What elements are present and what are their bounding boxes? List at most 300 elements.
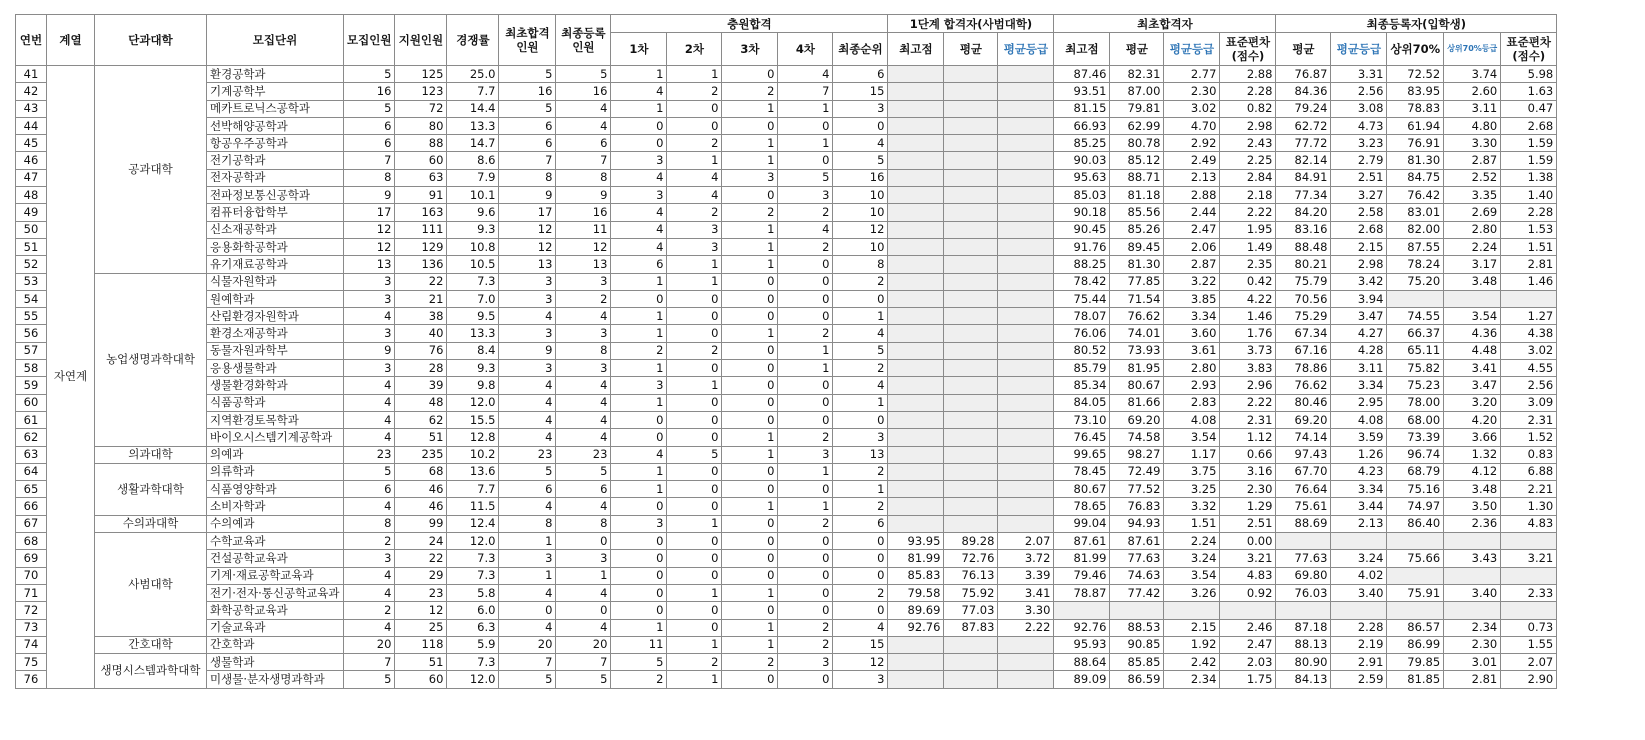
value-cell: 4: [833, 325, 888, 342]
value-cell: 4.27: [1331, 325, 1387, 342]
table-row: [16, 550, 1557, 567]
value-cell: 7.0: [447, 290, 499, 307]
value-cell: 72.76: [944, 550, 998, 567]
unit-cell: 산림환경자원학과: [207, 308, 344, 325]
value-cell: [998, 498, 1054, 515]
value-cell: 16: [344, 83, 395, 100]
value-cell: 4: [833, 135, 888, 152]
row-number-cell: 75: [16, 654, 47, 671]
value-cell: 85.12: [1110, 152, 1164, 169]
value-cell: 75.16: [1387, 481, 1444, 498]
value-cell: 75.44: [1054, 290, 1110, 307]
value-cell: 2: [833, 498, 888, 515]
row-number-cell: 55: [16, 308, 47, 325]
table-row: [16, 187, 1557, 204]
value-cell: 88.13: [1276, 636, 1331, 653]
value-cell: 0: [778, 152, 833, 169]
row-number-cell: 67: [16, 515, 47, 532]
value-cell: 3.40: [1444, 584, 1501, 601]
value-cell: 2.98: [1331, 256, 1387, 273]
value-cell: 1.17: [1164, 446, 1220, 463]
value-cell: 12.4: [447, 515, 499, 532]
value-cell: 0: [778, 567, 833, 584]
value-cell: 13: [344, 256, 395, 273]
value-cell: [888, 377, 944, 394]
header-no: 연번: [16, 15, 47, 66]
value-cell: 1: [722, 429, 778, 446]
value-cell: [888, 256, 944, 273]
value-cell: 1: [722, 619, 778, 636]
value-cell: 0: [667, 602, 722, 619]
value-cell: 12.0: [447, 671, 499, 688]
value-cell: [998, 117, 1054, 134]
value-cell: 2: [556, 290, 611, 307]
value-cell: 84.13: [1276, 671, 1331, 688]
value-cell: 4: [344, 377, 395, 394]
series-cell: 자연계: [47, 66, 95, 689]
header-final-enrollees: 최종등록자(입학생): [1276, 15, 1557, 33]
unit-cell: 전기·전자·통신공학교육과: [207, 584, 344, 601]
value-cell: 3.39: [998, 567, 1054, 584]
value-cell: 3.31: [1331, 66, 1387, 83]
value-cell: 1: [778, 342, 833, 359]
value-cell: [998, 238, 1054, 255]
value-cell: 85.26: [1110, 221, 1164, 238]
value-cell: 0: [833, 411, 888, 428]
value-cell: 98.27: [1110, 446, 1164, 463]
admission-results-table-wrap: [15, 14, 1557, 689]
table-row: [16, 117, 1557, 134]
table-row: [16, 135, 1557, 152]
value-cell: 0: [778, 394, 833, 411]
value-cell: 2.33: [1501, 584, 1557, 601]
value-cell: 7: [556, 152, 611, 169]
value-cell: 2.87: [1164, 256, 1220, 273]
value-cell: 13: [499, 256, 556, 273]
value-cell: 12: [499, 221, 556, 238]
value-cell: 13.6: [447, 463, 499, 480]
header-e-avg: 평균: [1276, 33, 1331, 66]
unit-cell: 전자공학과: [207, 169, 344, 186]
value-cell: 13.3: [447, 325, 499, 342]
value-cell: 0: [833, 550, 888, 567]
value-cell: 99: [395, 515, 447, 532]
table-row: [16, 238, 1557, 255]
header-wl1: 1차: [611, 33, 667, 66]
value-cell: [998, 446, 1054, 463]
value-cell: 0: [667, 533, 722, 550]
value-cell: 77.63: [1276, 550, 1331, 567]
value-cell: [998, 342, 1054, 359]
header-quota: 모집인원: [344, 15, 395, 66]
value-cell: 129: [395, 238, 447, 255]
value-cell: 4: [499, 377, 556, 394]
unit-cell: 환경소재공학과: [207, 325, 344, 342]
unit-cell: 신소재공학과: [207, 221, 344, 238]
value-cell: 0: [611, 567, 667, 584]
value-cell: 1.92: [1164, 636, 1220, 653]
value-cell: 85.79: [1054, 360, 1110, 377]
value-cell: 1: [722, 256, 778, 273]
value-cell: 7.3: [447, 654, 499, 671]
value-cell: 4: [778, 221, 833, 238]
value-cell: [998, 515, 1054, 532]
value-cell: 2.69: [1444, 204, 1501, 221]
value-cell: 60: [395, 671, 447, 688]
value-cell: 3: [667, 221, 722, 238]
value-cell: 2.30: [1444, 636, 1501, 653]
college-cell: 수의과대학: [95, 515, 207, 532]
value-cell: 3.75: [1164, 463, 1220, 480]
table-row: [16, 377, 1557, 394]
value-cell: 0: [667, 411, 722, 428]
unit-cell: 선박해양공학과: [207, 117, 344, 134]
unit-cell: 식물자원학과: [207, 273, 344, 290]
row-number-cell: 66: [16, 498, 47, 515]
value-cell: 1: [722, 100, 778, 117]
value-cell: [998, 308, 1054, 325]
value-cell: 7.7: [447, 83, 499, 100]
value-cell: 99.65: [1054, 446, 1110, 463]
value-cell: 3.32: [1164, 498, 1220, 515]
value-cell: 0: [556, 533, 611, 550]
value-cell: 4.23: [1331, 463, 1387, 480]
value-cell: 6: [499, 481, 556, 498]
value-cell: 1.53: [1501, 221, 1557, 238]
value-cell: 6: [344, 481, 395, 498]
value-cell: 1: [667, 671, 722, 688]
value-cell: 2.98: [1220, 117, 1276, 134]
value-cell: 92.76: [1054, 619, 1110, 636]
value-cell: 8: [833, 256, 888, 273]
unit-cell: 수학교육과: [207, 533, 344, 550]
value-cell: 2: [778, 515, 833, 532]
value-cell: 0: [611, 411, 667, 428]
value-cell: 2.81: [1444, 671, 1501, 688]
value-cell: 0: [499, 602, 556, 619]
value-cell: 5: [499, 100, 556, 117]
value-cell: 4.08: [1164, 411, 1220, 428]
value-cell: 7.7: [447, 481, 499, 498]
value-cell: 0: [667, 550, 722, 567]
value-cell: 1: [722, 636, 778, 653]
value-cell: 0: [778, 308, 833, 325]
value-cell: 60: [395, 152, 447, 169]
value-cell: 0: [722, 481, 778, 498]
value-cell: [888, 308, 944, 325]
value-cell: 12: [556, 238, 611, 255]
value-cell: 0: [667, 290, 722, 307]
value-cell: 2: [833, 463, 888, 480]
value-cell: 17: [344, 204, 395, 221]
value-cell: 0: [611, 584, 667, 601]
value-cell: 7: [344, 654, 395, 671]
value-cell: 2.68: [1501, 117, 1557, 134]
row-number-cell: 52: [16, 256, 47, 273]
value-cell: 87.61: [1054, 533, 1110, 550]
value-cell: 1: [667, 636, 722, 653]
row-number-cell: 74: [16, 636, 47, 653]
value-cell: [888, 671, 944, 688]
unit-cell: 미생물·분자생명과학과: [207, 671, 344, 688]
value-cell: 15.5: [447, 411, 499, 428]
value-cell: 111: [395, 221, 447, 238]
value-cell: 76.62: [1276, 377, 1331, 394]
value-cell: [888, 498, 944, 515]
value-cell: [888, 360, 944, 377]
header-applicants: 지원인원: [395, 15, 447, 66]
table-row: [16, 533, 1557, 550]
value-cell: 3.01: [1444, 654, 1501, 671]
value-cell: 85.56: [1110, 204, 1164, 221]
value-cell: 4: [499, 308, 556, 325]
value-cell: 0: [722, 515, 778, 532]
header-s1-avg: 평균: [944, 33, 998, 66]
value-cell: 125: [395, 66, 447, 83]
value-cell: [998, 256, 1054, 273]
value-cell: [944, 515, 998, 532]
value-cell: 4: [499, 394, 556, 411]
value-cell: [998, 100, 1054, 117]
value-cell: 4: [611, 221, 667, 238]
value-cell: 66.37: [1387, 325, 1444, 342]
value-cell: 3.83: [1220, 360, 1276, 377]
value-cell: 1: [611, 481, 667, 498]
value-cell: [944, 481, 998, 498]
value-cell: 2: [778, 325, 833, 342]
value-cell: 3.42: [1331, 273, 1387, 290]
row-number-cell: 53: [16, 273, 47, 290]
value-cell: 1.27: [1501, 308, 1557, 325]
value-cell: 4: [556, 308, 611, 325]
value-cell: 5: [499, 463, 556, 480]
value-cell: 76.91: [1387, 135, 1444, 152]
value-cell: [888, 117, 944, 134]
value-cell: 75.82: [1387, 360, 1444, 377]
value-cell: 2.15: [1164, 619, 1220, 636]
value-cell: 2.15: [1331, 238, 1387, 255]
value-cell: 2.18: [1220, 187, 1276, 204]
value-cell: 2.47: [1220, 636, 1276, 653]
value-cell: 0: [833, 290, 888, 307]
value-cell: 6.0: [447, 602, 499, 619]
value-cell: 13: [556, 256, 611, 273]
value-cell: 3: [499, 290, 556, 307]
value-cell: [998, 463, 1054, 480]
value-cell: 4: [611, 204, 667, 221]
value-cell: 1.26: [1331, 446, 1387, 463]
value-cell: 76.03: [1276, 584, 1331, 601]
value-cell: 87.61: [1110, 533, 1164, 550]
value-cell: 2.84: [1220, 169, 1276, 186]
value-cell: 0: [722, 377, 778, 394]
value-cell: 5.98: [1501, 66, 1557, 83]
value-cell: 2: [667, 204, 722, 221]
unit-cell: 기계공학부: [207, 83, 344, 100]
value-cell: 3.21: [1501, 550, 1557, 567]
value-cell: [888, 325, 944, 342]
value-cell: 3.22: [1164, 273, 1220, 290]
value-cell: 3: [499, 325, 556, 342]
value-cell: 2.06: [1164, 238, 1220, 255]
value-cell: 69.80: [1276, 567, 1331, 584]
value-cell: 3.61: [1164, 342, 1220, 359]
value-cell: 79.58: [888, 584, 944, 601]
value-cell: 23: [499, 446, 556, 463]
value-cell: 5: [499, 66, 556, 83]
value-cell: [944, 360, 998, 377]
value-cell: 3.74: [1444, 66, 1501, 83]
value-cell: 2: [778, 238, 833, 255]
value-cell: 4: [611, 238, 667, 255]
value-cell: 75.23: [1387, 377, 1444, 394]
value-cell: 0: [667, 100, 722, 117]
table-row: [16, 204, 1557, 221]
value-cell: 0: [722, 550, 778, 567]
value-cell: [888, 654, 944, 671]
value-cell: 2: [778, 429, 833, 446]
value-cell: 3: [611, 187, 667, 204]
value-cell: 78.83: [1387, 100, 1444, 117]
value-cell: 3.30: [998, 602, 1054, 619]
value-cell: 84.20: [1276, 204, 1331, 221]
value-cell: 5: [778, 169, 833, 186]
value-cell: [998, 187, 1054, 204]
unit-cell: 전기공학과: [207, 152, 344, 169]
value-cell: 88.71: [1110, 169, 1164, 186]
value-cell: 1: [778, 498, 833, 515]
value-cell: 0: [833, 567, 888, 584]
value-cell: 65.11: [1387, 342, 1444, 359]
value-cell: 1.38: [1501, 169, 1557, 186]
header-stage1: 1단계 합격자(사범대학): [888, 15, 1054, 33]
value-cell: 2.31: [1501, 411, 1557, 428]
value-cell: [1387, 567, 1444, 584]
value-cell: 79.85: [1387, 654, 1444, 671]
value-cell: 75.20: [1387, 273, 1444, 290]
value-cell: 1: [722, 584, 778, 601]
unit-cell: 화학공학교육과: [207, 602, 344, 619]
value-cell: 2.88: [1220, 66, 1276, 83]
row-number-cell: 45: [16, 135, 47, 152]
header-wl-final: 최종순위: [833, 33, 888, 66]
value-cell: 2: [778, 619, 833, 636]
value-cell: 81.99: [888, 550, 944, 567]
value-cell: 2.87: [1444, 152, 1501, 169]
value-cell: [944, 342, 998, 359]
value-cell: 0: [611, 135, 667, 152]
value-cell: 0: [722, 66, 778, 83]
header-e-top70: 상위70%: [1387, 33, 1444, 66]
value-cell: 2.51: [1331, 169, 1387, 186]
value-cell: 22: [395, 550, 447, 567]
table-row: [16, 602, 1557, 619]
value-cell: 2.28: [1331, 619, 1387, 636]
value-cell: [888, 429, 944, 446]
value-cell: 5: [833, 152, 888, 169]
value-cell: 1: [722, 238, 778, 255]
value-cell: 4.22: [1220, 290, 1276, 307]
value-cell: 81.30: [1387, 152, 1444, 169]
value-cell: 4: [499, 619, 556, 636]
college-cell: 생명시스템과학대학: [95, 654, 207, 689]
value-cell: 3: [778, 187, 833, 204]
value-cell: 0.42: [1220, 273, 1276, 290]
value-cell: 10: [833, 204, 888, 221]
header-e-grade: 평균등급: [1331, 33, 1387, 66]
value-cell: 0: [778, 290, 833, 307]
value-cell: 51: [395, 429, 447, 446]
value-cell: 78.87: [1054, 584, 1110, 601]
value-cell: 13: [833, 446, 888, 463]
value-cell: 1: [722, 325, 778, 342]
value-cell: [944, 394, 998, 411]
unit-cell: 생물학과: [207, 654, 344, 671]
value-cell: [1276, 602, 1331, 619]
value-cell: 9: [344, 342, 395, 359]
value-cell: 80.78: [1110, 135, 1164, 152]
header-f-max: 최고점: [1054, 33, 1110, 66]
value-cell: 3.09: [1501, 394, 1557, 411]
value-cell: 4: [556, 100, 611, 117]
value-cell: [888, 187, 944, 204]
value-cell: 3.73: [1220, 342, 1276, 359]
value-cell: 2.07: [998, 533, 1054, 550]
value-cell: 4: [778, 66, 833, 83]
value-cell: 12.0: [447, 533, 499, 550]
value-cell: 9.6: [447, 204, 499, 221]
value-cell: 1: [499, 533, 556, 550]
value-cell: 0: [722, 533, 778, 550]
value-cell: [888, 481, 944, 498]
header-series: 계열: [47, 15, 95, 66]
value-cell: [888, 463, 944, 480]
unit-cell: 원예학과: [207, 290, 344, 307]
value-cell: 0: [722, 308, 778, 325]
value-cell: 0: [667, 117, 722, 134]
table-row: [16, 463, 1557, 480]
value-cell: 0: [611, 498, 667, 515]
value-cell: 2: [611, 671, 667, 688]
value-cell: 79.81: [1110, 100, 1164, 117]
value-cell: [888, 100, 944, 117]
value-cell: 0.82: [1220, 100, 1276, 117]
value-cell: 2.19: [1331, 636, 1387, 653]
value-cell: 86.57: [1387, 619, 1444, 636]
value-cell: 0: [611, 550, 667, 567]
value-cell: 7.3: [447, 550, 499, 567]
value-cell: 0: [778, 671, 833, 688]
row-number-cell: 73: [16, 619, 47, 636]
value-cell: 78.65: [1054, 498, 1110, 515]
value-cell: 62.72: [1276, 117, 1331, 134]
value-cell: 1.63: [1501, 83, 1557, 100]
value-cell: 2: [344, 602, 395, 619]
value-cell: 2.13: [1164, 169, 1220, 186]
value-cell: 3: [344, 290, 395, 307]
value-cell: 6: [611, 256, 667, 273]
value-cell: 3.11: [1331, 360, 1387, 377]
unit-cell: 응용화학공학과: [207, 238, 344, 255]
unit-cell: 기술교육과: [207, 619, 344, 636]
value-cell: 76.42: [1387, 187, 1444, 204]
value-cell: 3: [499, 550, 556, 567]
table-header: [16, 15, 1557, 66]
value-cell: 2.93: [1164, 377, 1220, 394]
value-cell: [998, 221, 1054, 238]
table-row: [16, 83, 1557, 100]
unit-cell: 유기재료공학과: [207, 256, 344, 273]
